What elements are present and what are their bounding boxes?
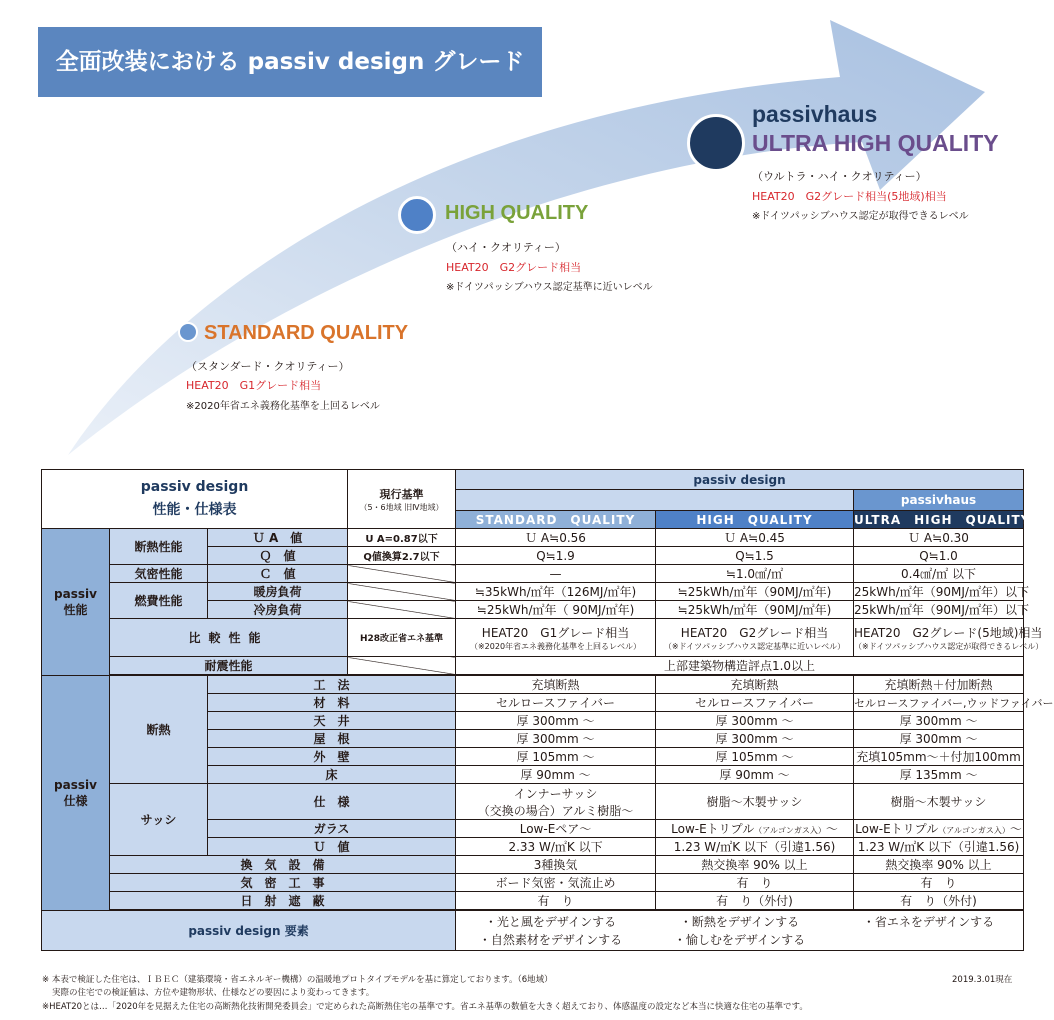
method-standard: 充填断熱 (456, 676, 656, 694)
element-item-empty (834, 931, 1023, 949)
standard-grade-title: STANDARD QUALITY (204, 322, 409, 344)
solar-shading-high: 有 り（外付) (656, 892, 854, 910)
ventilation-high: 熱交換率 90% 以上 (656, 856, 854, 874)
high-grade-note: ※ドイツパッシブハウス認定基準に近いレベル (446, 282, 653, 293)
current-standard-label: 現行基準 (379, 487, 424, 501)
element-item: ・愉しむをデザインする (673, 932, 806, 947)
spec-table (41, 469, 1054, 969)
passiv-design-header: passiv design (456, 470, 1024, 490)
c-standard: — (456, 565, 656, 583)
comparison-standard (456, 619, 656, 657)
roof-standard: 厚 300mm ～ (456, 730, 656, 748)
footnote-line-3: ※HEAT20とは…「2020年を見据えた住宅の高断熱化技術開発委員会」で定められた高断熱住宅の基準です。省エネ基準の数値を大きく超えており、体感温度の設定など本当に快適な住宅の基準です。 (42, 1002, 808, 1012)
sash-spec-standard-line-2: （交換の場合）アルミ樹脂～ (477, 803, 634, 818)
element-item: ・光と風をデザインする (484, 914, 617, 929)
cooling-ultra: 25kWh/㎡年（90MJ/㎡年）以下 (854, 601, 1024, 619)
material-standard: セルロースファイバー (456, 694, 656, 712)
seismic-current-empty (348, 657, 456, 675)
group-passiv-performance (42, 529, 110, 676)
sash-spec-high: 樹脂～木製サッシ (656, 784, 854, 820)
glass-ultra-type: Low-Eトリプル (855, 822, 939, 836)
comparison-standard-grade: HEAT20 G1グレード相当 (481, 625, 630, 640)
standard-grade-reading: （スタンダード・クオリティー） (186, 360, 350, 373)
ua-standard: Ｕ A≒0.56 (456, 529, 656, 547)
u-value-standard: 2.33 W/㎡K 以下 (456, 838, 656, 856)
standard-grade-note: ※2020年省エネ義務化基準を上回るレベル (186, 401, 380, 412)
ceiling-standard: 厚 300mm ～ (456, 712, 656, 730)
ceiling-high: 厚 300mm ～ (656, 712, 854, 730)
floor-standard: 厚 90mm ～ (456, 766, 656, 784)
sash-spec-ultra: 樹脂～木製サッシ (854, 784, 1024, 820)
standard-grade-heat20: HEAT20 G1グレード相当 (186, 379, 322, 392)
group-spec-line-2: 仕様 (63, 793, 88, 808)
c-current-empty (348, 565, 456, 583)
cooling-high: ≒25kWh/㎡年（90MJ/㎡年) (656, 601, 854, 619)
sash-spec-standard (456, 784, 656, 820)
method-high: 充填断熱 (656, 676, 854, 694)
table-title-cell (42, 470, 348, 529)
comparison-standard-note: （※2020年省エネ義務化基準を上回るレベル） (469, 641, 642, 651)
ultra-grade-note: ※ドイツパッシブハウス認定が取得できるレベル (752, 211, 969, 222)
col-high-header: HIGH QUALITY (656, 511, 854, 529)
high-grade-reading: （ハイ・クオリティー） (446, 241, 566, 254)
exterior-wall-standard: 厚 105mm ～ (456, 748, 656, 766)
comparison-ultra (854, 619, 1044, 657)
col-standard-header: STANDARD QUALITY (456, 511, 656, 529)
ceiling-label: 天 井 (208, 712, 456, 730)
ultra-grade-heat20: HEAT20 G2グレード相当(5地域)相当 (752, 190, 947, 203)
glass-high-tilde: ～ (825, 822, 838, 836)
heating-load-label: 暖房負荷 (208, 583, 348, 601)
heating-current-empty (348, 583, 456, 601)
footnote-date: 2019.3.01現在 (952, 975, 1013, 985)
ventilation-standard: 3種換気 (456, 856, 656, 874)
element-item: ・省エネをデザインする (862, 914, 995, 929)
table-title-2: 性能・仕様表 (152, 502, 237, 518)
passiv-design-elements-label: passiv design 要素 (42, 911, 456, 951)
floor-label: 床 (208, 766, 456, 784)
ultra-grade-brand: passivhaus (752, 101, 878, 127)
high-grade-dot-icon (398, 196, 436, 234)
cooling-standard: ≒25kWh/㎡年（ 90MJ/㎡年) (456, 601, 656, 619)
method-label: 工 法 (208, 676, 456, 694)
elements-row-1 (456, 913, 1023, 931)
ultra-grade-title: ULTRA HIGH QUALITY (752, 130, 999, 156)
fuel-performance-label: 燃費性能 (110, 583, 208, 619)
elements-row-2 (456, 931, 1023, 949)
comparison-current: H28改正省エネ基準 (348, 619, 456, 657)
floor-high: 厚 90mm ～ (656, 766, 854, 784)
passivhaus-header: passivhaus (854, 490, 1024, 511)
comparison-ultra-note: （※ドイツパッシブハウス認定が取得できるレベル） (854, 641, 1044, 651)
ventilation-ultra: 熱交換率 90% 以上 (854, 856, 1024, 874)
element-item: ・断熱をデザインする (679, 914, 800, 929)
sash-label: サッシ (110, 784, 208, 856)
c-high: ≒1.0㎠/㎡ (656, 565, 854, 583)
heating-ultra: 25kWh/㎡年（90MJ/㎡年）以下 (854, 583, 1024, 601)
material-ultra: セルロースファイバー,ウッドファイバー (854, 694, 1024, 712)
material-high: セルロースファイバー (656, 694, 854, 712)
footnote-line-1: ※ 本表で検証した住宅は、ＩＢＥＣ（建築環境・省エネルギー機構）の温暖地プロトタイプモデルを基に算定しております。（6地域） (42, 975, 553, 985)
passiv-design-elements (456, 911, 1024, 951)
material-label: 材 料 (208, 694, 456, 712)
current-standard-region: （5・6地域 旧Ⅳ地域） (359, 502, 444, 512)
glass-ultra-argon: （アルゴンガス入） (938, 826, 1010, 835)
roof-label: 屋 根 (208, 730, 456, 748)
table-title-1: passiv design (140, 479, 249, 495)
ua-high: Ｕ A≒0.45 (656, 529, 854, 547)
page-title-banner: 全面改装における passiv design グレード (38, 27, 542, 97)
seismic-performance-label: 耐震性能 (110, 657, 348, 675)
airtight-work-standard: ボード気密・気流止め (456, 874, 656, 892)
footnote-line-2: 実際の住宅での検証値は、方位や建物形状、仕様などの要因により変わってきます。 (52, 988, 375, 998)
method-ultra: 充填断熱＋付加断熱 (854, 676, 1024, 694)
airtight-work-high: 有 り (656, 874, 854, 892)
comparison-high-note: （※ドイツパッシブハウス認定基準に近いレベル） (663, 641, 846, 651)
high-grade-heat20: HEAT20 G2グレード相当 (446, 261, 582, 274)
group-performance-line-2: 性能 (63, 602, 88, 617)
solar-shading-label: 日 射 遮 蔽 (110, 892, 456, 910)
u-value-label: Ｕ 値 (208, 838, 456, 856)
element-item: ・自然素材をデザインする (478, 932, 623, 947)
airtight-work-label: 気 密 工 事 (110, 874, 456, 892)
passiv-design-header-extension (456, 490, 854, 511)
glass-high-type: Low-Eトリプル (671, 822, 755, 836)
ua-current: U A=0.87以下 (348, 529, 456, 547)
current-standard-header (348, 470, 456, 529)
q-value-label: Ｑ 値 (208, 547, 348, 565)
glass-ultra (854, 820, 1024, 838)
comparison-performance-label: 比較性能 (110, 619, 348, 657)
glass-standard: Low-Eペア～ (456, 820, 656, 838)
ua-ultra: Ｕ A≒0.30 (854, 529, 1024, 547)
exterior-wall-ultra: 充填105mm～＋付加100mm (854, 748, 1024, 766)
glass-ultra-tilde: ～ (1009, 822, 1022, 836)
comparison-high-grade: HEAT20 G2グレード相当 (680, 625, 829, 640)
q-high: Q≒1.5 (656, 547, 854, 565)
exterior-wall-high: 厚 105mm ～ (656, 748, 854, 766)
col-ultra-header: ULTRA HIGH QUALITY (854, 511, 1024, 529)
comparison-high (656, 619, 854, 657)
u-value-ultra: 1.23 W/㎡K 以下（引違1.56) (854, 838, 1024, 856)
airtightness-label: 気密性能 (110, 565, 208, 583)
heating-standard: ≒35kWh/㎡年（126MJ/㎡年) (456, 583, 656, 601)
high-grade-title: HIGH QUALITY (445, 202, 589, 224)
insulation-performance-label: 断熱性能 (110, 529, 208, 565)
glass-high (656, 820, 854, 838)
floor-ultra: 厚 135mm ～ (854, 766, 1024, 784)
roof-high: 厚 300mm ～ (656, 730, 854, 748)
cooling-load-label: 冷房負荷 (208, 601, 348, 619)
exterior-wall-label: 外 壁 (208, 748, 456, 766)
solar-shading-standard: 有 り (456, 892, 656, 910)
q-standard: Q≒1.9 (456, 547, 656, 565)
q-current: Q値換算2.7以下 (348, 547, 456, 565)
standard-grade-dot-icon (178, 322, 198, 342)
group-spec-line-1: passiv (54, 777, 97, 792)
sash-spec-standard-line-1: インナーサッシ (513, 786, 598, 801)
q-ultra: Q≒1.0 (854, 547, 1024, 565)
c-value-label: Ｃ 値 (208, 565, 348, 583)
roof-ultra: 厚 300mm ～ (854, 730, 1024, 748)
airtight-work-ultra: 有 り (854, 874, 1024, 892)
ventilation-label: 換 気 設 備 (110, 856, 456, 874)
insulation-spec-label: 断熱 (110, 676, 208, 784)
ua-value-label: Ｕ A 値 (208, 529, 348, 547)
group-performance-line-1: passiv (54, 586, 97, 601)
cooling-current-empty (348, 601, 456, 619)
heating-high: ≒25kWh/㎡年（90MJ/㎡年) (656, 583, 854, 601)
glass-high-argon: （アルゴンガス入） (754, 826, 826, 835)
c-ultra: 0.4㎠/㎡ 以下 (854, 565, 1024, 583)
ultra-grade-reading: （ウルトラ・ハイ・クオリティー） (752, 170, 927, 183)
seismic-value: 上部建築物構造評点1.0以上 (456, 657, 1024, 675)
comparison-ultra-grade: HEAT20 G2グレード(5地域)相当 (854, 625, 1043, 640)
group-passiv-spec (42, 676, 110, 911)
solar-shading-ultra: 有 り（外付) (854, 892, 1024, 910)
u-value-high: 1.23 W/㎡K 以下（引違1.56) (656, 838, 854, 856)
ceiling-ultra: 厚 300mm ～ (854, 712, 1024, 730)
glass-label: ガラス (208, 820, 456, 838)
ultra-grade-dot-icon (687, 114, 745, 172)
sash-spec-label: 仕 様 (208, 784, 456, 820)
